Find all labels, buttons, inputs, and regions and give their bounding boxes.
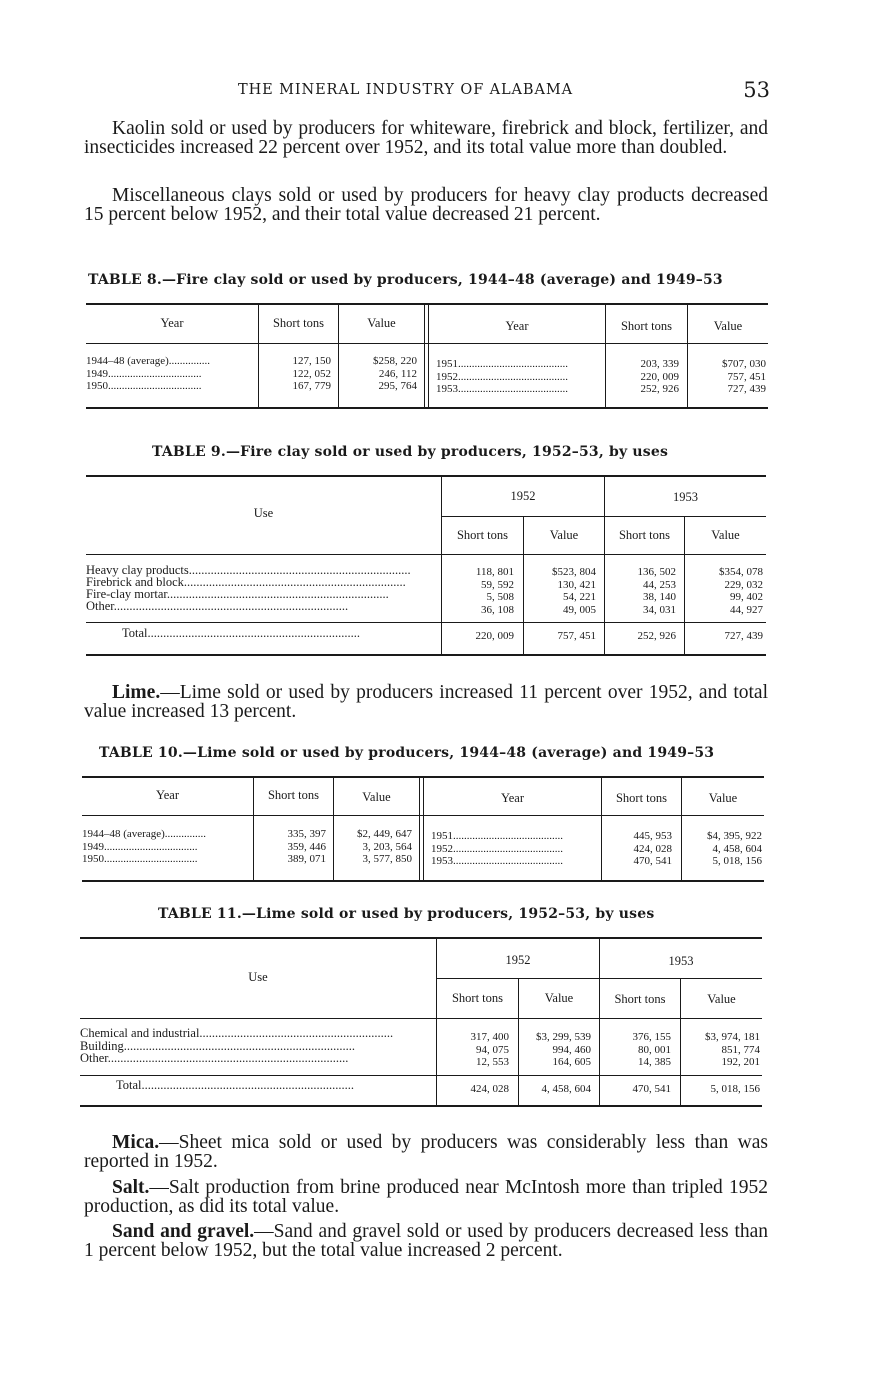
- t11-col-tons-52: 317, 400 94, 075 12, 553: [470, 1031, 509, 1068]
- table11-caption: TABLE 11.—Lime sold or used by producers, 1952–53, by uses: [158, 906, 655, 922]
- salt-lead: Salt.: [112, 1177, 150, 1198]
- t9-head-value-52: Value: [549, 528, 579, 542]
- t8-col-tons-left: 127, 150 122, 052 167, 779: [292, 355, 331, 392]
- t9-head-tons-53: Short tons: [618, 528, 671, 542]
- t11-col-value-52: $3, 299, 539 994, 460 164, 605: [536, 1031, 591, 1068]
- t9-col-value-53: $354, 078 229, 032 99, 402 44, 927: [719, 566, 763, 616]
- t11-total-value-52: 4, 458, 604: [541, 1083, 591, 1095]
- table9-caption: TABLE 9.—Fire clay sold or used by producers, 1952–53, by uses: [152, 444, 669, 460]
- t9-total-tons-52: 220, 009: [475, 630, 514, 642]
- t8-head-tons-right: Short tons: [620, 319, 673, 333]
- t8-head-tons-left: Short tons: [272, 316, 325, 330]
- t11-head-value-52: Value: [544, 991, 574, 1005]
- t9-col-value-52: $523, 804 130, 421 54, 221 49, 005: [552, 566, 596, 616]
- t9-col-tons-52: 118, 801 59, 592 5, 508 36, 108: [475, 566, 514, 616]
- t11-head-use: Use: [248, 970, 268, 984]
- t9-head-1952: 1952: [510, 489, 536, 503]
- t10-row-year: 1944–48 (average)............... 1949.................................. 1950..................................: [82, 828, 207, 865]
- page-number: 53: [743, 78, 770, 102]
- t9-head-use: Use: [253, 506, 274, 520]
- kaolin-paragraph: Kaolin sold or used by producers for whiteware, firebrick and block, fertilizer, and insecticides increased 22 percent over 1952, and its total value more than doubled.: [84, 118, 768, 158]
- lime-text: —Lime sold or used by producers increased 11 percent over 1952, and total value increased 13 percent.: [84, 682, 768, 722]
- t11-total-tons-53: 470, 541: [632, 1083, 671, 1095]
- t9-head-tons-52: Short tons: [456, 528, 509, 542]
- t9-total-tons-53: 252, 926: [637, 630, 676, 642]
- running-header: [82, 78, 770, 104]
- t8-head-year-left: Year: [160, 316, 184, 330]
- salt-text: —Salt production from brine produced near McIntosh more than tripled 1952 production, as did its total value.: [84, 1177, 768, 1217]
- t9-use-labels: Heavy clay products....................................................................... Firebrick and block....................................................................... Fire-clay mortar....................................................................... Other...........................................................................: [86, 564, 411, 612]
- t8-head-value-right: Value: [713, 319, 743, 333]
- t8-head-year-right: Year: [505, 319, 529, 333]
- t10-head-tons-left: Short tons: [267, 788, 320, 802]
- table8-caption: TABLE 8.—Fire clay sold or used by producers, 1944–48 (average) and 1949–53: [88, 272, 723, 288]
- misc-clays-paragraph: Miscellaneous clays sold or used by producers for heavy clay products decreased 15 percent below 1952, and their total value decreased 21 percent.: [84, 185, 768, 225]
- t11-use-labels: Chemical and industrial.............................................................. Building.......................................................................... Other.............................................................................: [80, 1027, 394, 1065]
- salt-paragraph: [84, 1178, 768, 1216]
- mica-text: —Sheet mica sold or used by producers was considerably less than was reported in 1952.: [84, 1132, 768, 1172]
- t10-col-value-right: $4, 395, 922 4, 458, 604 5, 018, 156: [707, 830, 762, 867]
- t11-head-1952: 1952: [505, 953, 531, 967]
- t10-row-year-right: 1951........................................ 1952........................................ 1953........................................: [431, 830, 563, 867]
- t10-col-value-left: $2, 449, 647 3, 203, 564 3, 577, 850: [357, 828, 412, 865]
- t8-row-year-right: 1951........................................ 1952........................................ 1953........................................: [436, 358, 568, 395]
- t10-head-year-left: Year: [155, 788, 180, 802]
- running-title: THE MINERAL INDUSTRY OF ALABAMA: [238, 82, 573, 98]
- mica-lead: Mica.: [112, 1132, 160, 1153]
- t8-col-tons-right: 203, 339 220, 009 252, 926: [640, 358, 679, 395]
- lime-paragraph: [84, 683, 768, 721]
- lime-lead: Lime.: [112, 682, 161, 703]
- t10-head-value-right: Value: [708, 791, 738, 805]
- t11-head-tons-53: Short tons: [614, 992, 666, 1006]
- t11-total-tons-52: 424, 028: [470, 1083, 509, 1095]
- t10-head-value-left: Value: [362, 790, 391, 804]
- sand-gravel-lead: Sand and gravel.: [112, 1221, 255, 1242]
- t9-col-tons-53: 136, 502 44, 253 38, 140 34, 031: [637, 566, 676, 616]
- t10-col-tons-right: 445, 953 424, 028 470, 541: [633, 830, 672, 867]
- t9-head-value-53: Value: [711, 528, 740, 542]
- t9-head-1953: 1953: [673, 490, 698, 504]
- t10-col-tons-left: 335, 397 359, 446 389, 071: [287, 828, 326, 865]
- t11-col-tons-53: 376, 155 80, 001 14, 385: [632, 1031, 671, 1068]
- t8-row-year: 1944–48 (average)............... 1949.................................. 1950..................................: [86, 355, 211, 392]
- t11-head-value-53: Value: [707, 992, 736, 1006]
- t8-head-value-left: Value: [367, 316, 396, 330]
- t10-head-tons-right: Short tons: [615, 791, 668, 805]
- t11-total-value-53: 5, 018, 156: [710, 1083, 760, 1095]
- t8-col-value-right: $707, 030 757, 451 727, 439: [722, 358, 766, 395]
- t11-head-tons-52: Short tons: [451, 991, 504, 1005]
- sand-gravel-text: —Sand and gravel sold or used by producers decreased less than 1 percent below 1952, but the total value increased 2 percent.: [84, 1221, 769, 1261]
- sand-gravel-paragraph: [84, 1222, 768, 1260]
- t9-total-label: Total....................................................................: [122, 627, 361, 640]
- t11-head-1953: 1953: [668, 954, 694, 968]
- table10-caption: TABLE 10.—Lime sold or used by producers, 1944–48 (average) and 1949–53: [99, 745, 715, 761]
- t11-col-value-53: $3, 974, 181 851, 774 192, 201: [705, 1031, 760, 1068]
- t9-total-value-52: 757, 451: [557, 630, 596, 642]
- t8-col-value-left: $258, 220 246, 112 295, 764: [373, 355, 417, 392]
- t11-total-label: Total....................................................................: [116, 1079, 355, 1092]
- t10-head-year-right: Year: [500, 791, 525, 805]
- mica-paragraph: [84, 1133, 768, 1171]
- t9-total-value-53: 727, 439: [724, 630, 763, 642]
